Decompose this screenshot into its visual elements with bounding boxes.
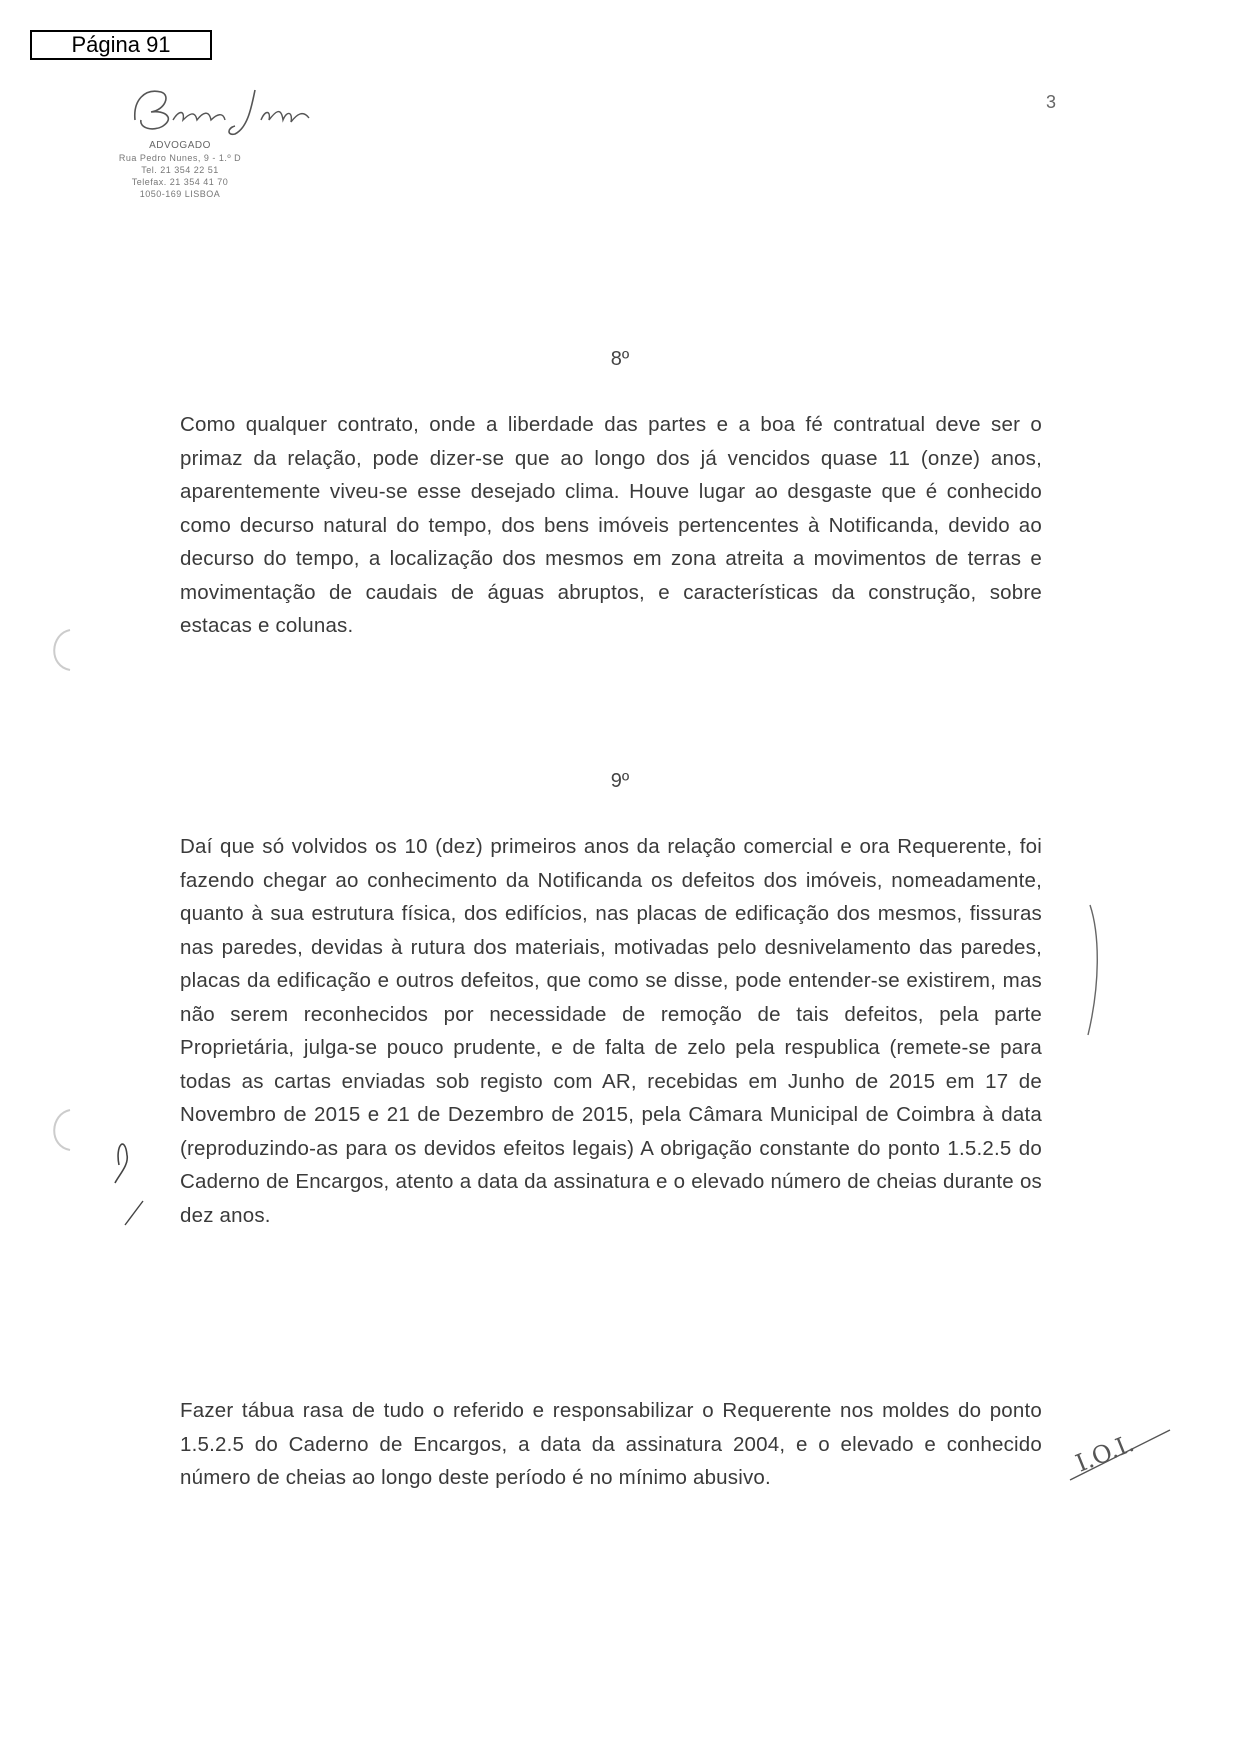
handwritten-margin-annotation [1060,1410,1180,1500]
paragraph-9: Daí que só volvidos os 10 (dez) primeiros anos da relação comercial e ora Requerente, foi fazendo chegar ao conhecimento da Notificanda os defeitos dos imóveis, nomeadamente, quanto à sua estrutura física, dos edifícios, nas placas de edificação dos mesmos, fissuras nas paredes, devidas à rutura dos materiais, motivadas pelo desnivelamento das paredes, placas da edificação e outros defeitos, que como se disse, pode entender-se existirem, mas não serem reconhecidos por necessidade de remoção de tais defeitos, pela parte Proprietária, julga-se pouco prudente, e de falta de zelo pela respublica (remete-se para todas as cartas enviadas sob registo com AR, recebidas em Junho de 2015 em 17 de Novembro de 2015 e 21 de Dezembro de 2015, pela Câmara Municipal de Coimbra à data (reproduzindo-as para os devidos efeitos legais) A obrigação constante do ponto 1.5.2.5 do Caderno de Encargos, atento a data da assinatura e o elevado número de cheias durante os dez anos. [180,835,1042,1227]
hole-punch-mark-bottom [40,1100,80,1160]
letterhead-fax: Telefax. 21 354 41 70 [131,177,229,187]
letterhead-title: ADVOGADO [149,140,211,151]
letterhead-tel: Tel. 21 354 22 51 [141,165,219,175]
letterhead-address: Rua Pedro Nunes, 9 - 1.º D [118,153,242,163]
handwritten-bracket-mark [1060,895,1120,1045]
handwritten-question-mark [105,1125,165,1235]
letterhead-postal: 1050-169 LISBOA [139,189,221,199]
right-margin-mark-text: I.O.I. [1071,1429,1138,1478]
letterhead [95,80,295,200]
folio-number: 3 [1046,92,1057,112]
section-heading-8: 8º [610,348,630,370]
paragraph-8: Como qualquer contrato, onde a liberdade das partes e a boa fé contratual deve ser o primaz da relação, pode dizer-se que ao longo dos já vencidos quase 11 (onze) anos, aparentemente viveu-se esse desejado clima. Houve lugar ao desgaste que é conhecido como decurso natural do tempo, dos bens imóveis pertencentes à Notificanda, devido ao decurso do tempo, a localização dos mesmos em zona atreita a movimentos de terras e movimentação de caudais de águas abruptos, e características da construção, sobre estacas e colunas. [180,413,1042,637]
section-heading-9: 9º [610,770,630,792]
signature-logo [115,80,315,138]
page-number-label: Página 91 [30,30,212,60]
paragraph-9-continuation: Fazer tábua rasa de tudo o referido e responsabilizar o Requerente nos moldes do ponto 1.5.2.5 do Caderno de Encargos, a data da assinatura 2004, e o elevado e conhecido número de cheias ao longo deste período é no mínimo abusivo. [180,1399,1042,1489]
hole-punch-mark-top [40,620,80,680]
